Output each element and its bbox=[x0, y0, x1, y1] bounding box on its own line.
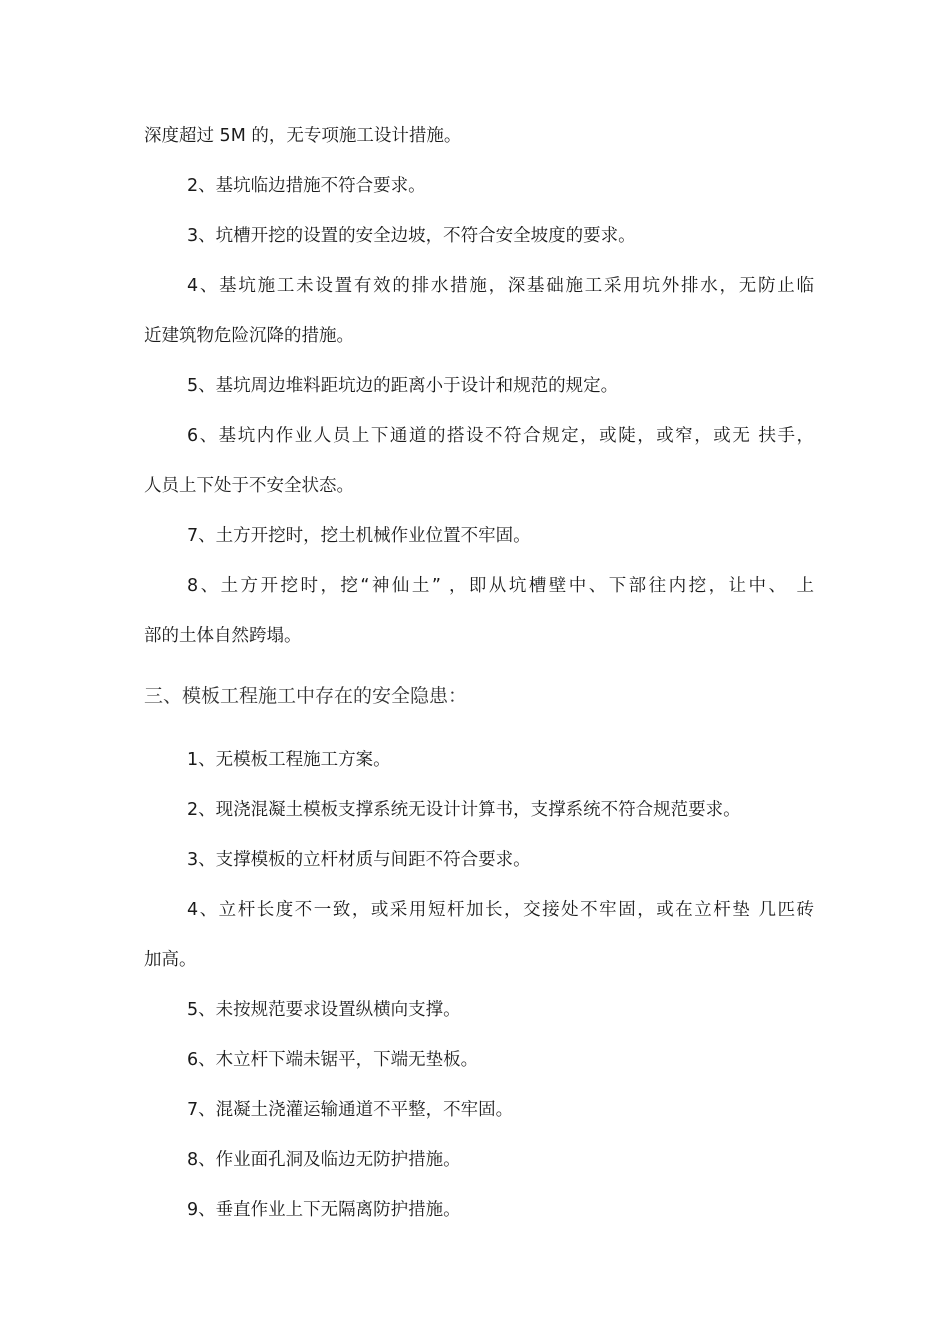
section3-item5: 5、未按规范要求设置纵横向支撑。 bbox=[187, 1000, 461, 1020]
section2-item4-line1: 4、基坑施工未设置有效的排水措施，深基础施工采用坑外排水，无防止临 bbox=[187, 276, 814, 296]
section3-item9: 9、垂直作业上下无隔离防护措施。 bbox=[187, 1200, 461, 1220]
section3-heading: 三、模板工程施工中存在的安全隐患： bbox=[144, 685, 468, 707]
section2-item3: 3、坑槽开挖的设置的安全边坡，不符合安全坡度的要求。 bbox=[187, 226, 636, 246]
section3-item8: 8、作业面孔洞及临边无防护措施。 bbox=[187, 1150, 461, 1170]
section3-item2: 2、现浇混凝土模板支撑系统无设计计算书，支撑系统不符合规范要求。 bbox=[187, 800, 741, 820]
section2-item1-continuation: 深度超过 5M 的，无专项施工设计措施。 bbox=[144, 126, 462, 146]
section2-item8-line1: 8、土方开挖时，挖“神仙土” ，即从坑槽壁中、下部往内挖，让中、 上 bbox=[187, 576, 814, 596]
section3-item6: 6、木立杆下端未锯平，下端无垫板。 bbox=[187, 1050, 479, 1070]
section2-item8-line2: 部的土体自然跨塌。 bbox=[144, 626, 302, 646]
section3-item1: 1、无模板工程施工方案。 bbox=[187, 750, 391, 770]
section3-item7: 7、混凝土浇灌运输通道不平整，不牢固。 bbox=[187, 1100, 514, 1120]
section3-item4-line1: 4、立杆长度不一致，或采用短杆加长，交接处不牢固，或在立杆垫 几匹砖 bbox=[187, 900, 814, 920]
section2-item6-line2: 人员上下处于不安全状态。 bbox=[144, 476, 354, 496]
section2-item2: 2、基坑临边措施不符合要求。 bbox=[187, 176, 426, 196]
section3-item3: 3、支撑模板的立杆材质与间距不符合要求。 bbox=[187, 850, 531, 870]
section2-item7: 7、土方开挖时，挖土机械作业位置不牢固。 bbox=[187, 526, 531, 546]
section2-item4-line2: 近建筑物危险沉降的措施。 bbox=[144, 326, 354, 346]
section3-item4-line2: 加高。 bbox=[144, 950, 197, 970]
section2-item6-line1: 6、基坑内作业人员上下通道的搭设不符合规定，或陡，或窄，或无 扶手， bbox=[187, 426, 814, 446]
section2-item5: 5、基坑周边堆料距坑边的距离小于设计和规范的规定。 bbox=[187, 376, 619, 396]
